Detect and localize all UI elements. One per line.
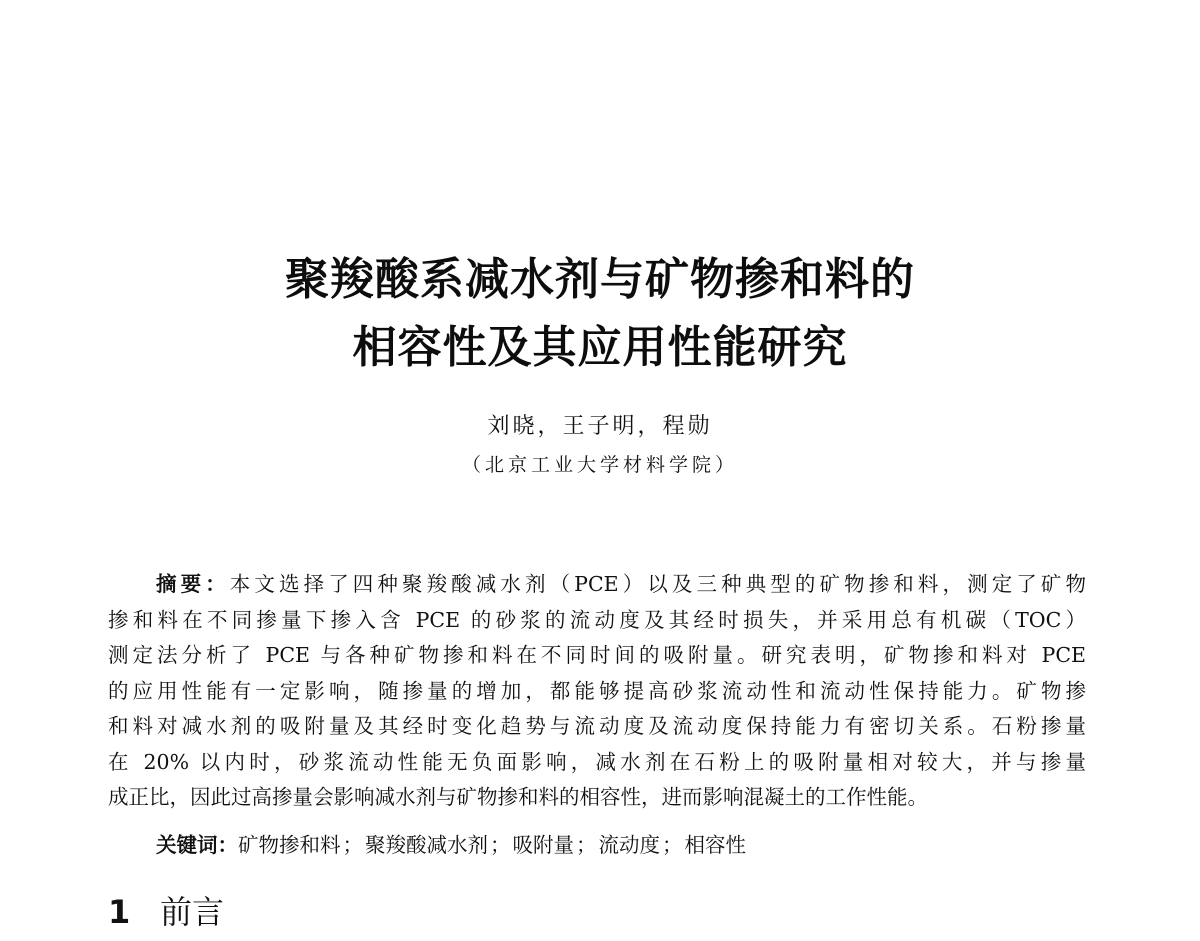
- paper-title-line-1: 聚羧酸系减水剂与矿物掺和料的: [285, 254, 915, 305]
- keyword-separator: ；: [662, 833, 683, 857]
- abstract-line-1: [108, 567, 1086, 603]
- keyword-item: 相容性: [684, 833, 746, 857]
- keyword-item: 流动度: [598, 833, 660, 857]
- abstract-text-1: 本文选择了四种聚羧酸减水剂（PCE）以及三种典型的矿物掺和料，测定了矿物: [229, 572, 1086, 596]
- abstract-line-6: 在 20% 以内时，砂浆流动性能无负面影响，减水剂在石粉上的吸附量相对较大，并与掺量: [108, 749, 1086, 774]
- paper-title-line-2: 相容性及其应用性能研究: [352, 322, 848, 373]
- abstract-line-3: 测定法分析了 PCE 与各种矿物掺和料在不同时间的吸附量。研究表明，矿物掺和料对 PCE: [108, 643, 1086, 667]
- keyword-separator: ；: [576, 833, 597, 857]
- keyword-item: 吸附量: [512, 833, 574, 857]
- section-heading: [108, 893, 225, 931]
- section-title: 前言: [160, 893, 225, 931]
- abstract-line-7: 成正比，因此过高掺量会影响减水剂与矿物掺和料的相容性，进而影响混凝土的工作性能。: [108, 785, 928, 809]
- keywords: [156, 828, 746, 863]
- keyword-separator: ；: [490, 833, 511, 857]
- keywords-label: 关键词：: [156, 833, 238, 857]
- abstract-line-2: 掺和料在不同掺量下掺入含 PCE 的砂浆的流动度及其经时损失，并采用总有机碳（TOC）: [108, 607, 1086, 632]
- affiliation: （北京工业大学材料学院）: [461, 454, 738, 476]
- keyword-separator: ；: [342, 833, 363, 857]
- authors: 刘晓，王子明，程勋: [487, 414, 713, 439]
- keyword-item: 聚羧酸减水剂: [365, 833, 488, 857]
- abstract: [108, 567, 1086, 816]
- abstract-label: 摘要：: [156, 572, 230, 596]
- section-number: 1: [108, 893, 131, 931]
- abstract-line-5: 和料对减水剂的吸附量及其经时变化趋势与流动度及流动度保持能力有密切关系。石粉掺量: [108, 714, 1086, 738]
- keyword-item: 矿物掺和料: [238, 833, 341, 857]
- abstract-line-4: 的应用性能有一定影响，随掺量的增加，都能够提高砂浆流动性和流动性保持能力。矿物掺: [108, 678, 1086, 703]
